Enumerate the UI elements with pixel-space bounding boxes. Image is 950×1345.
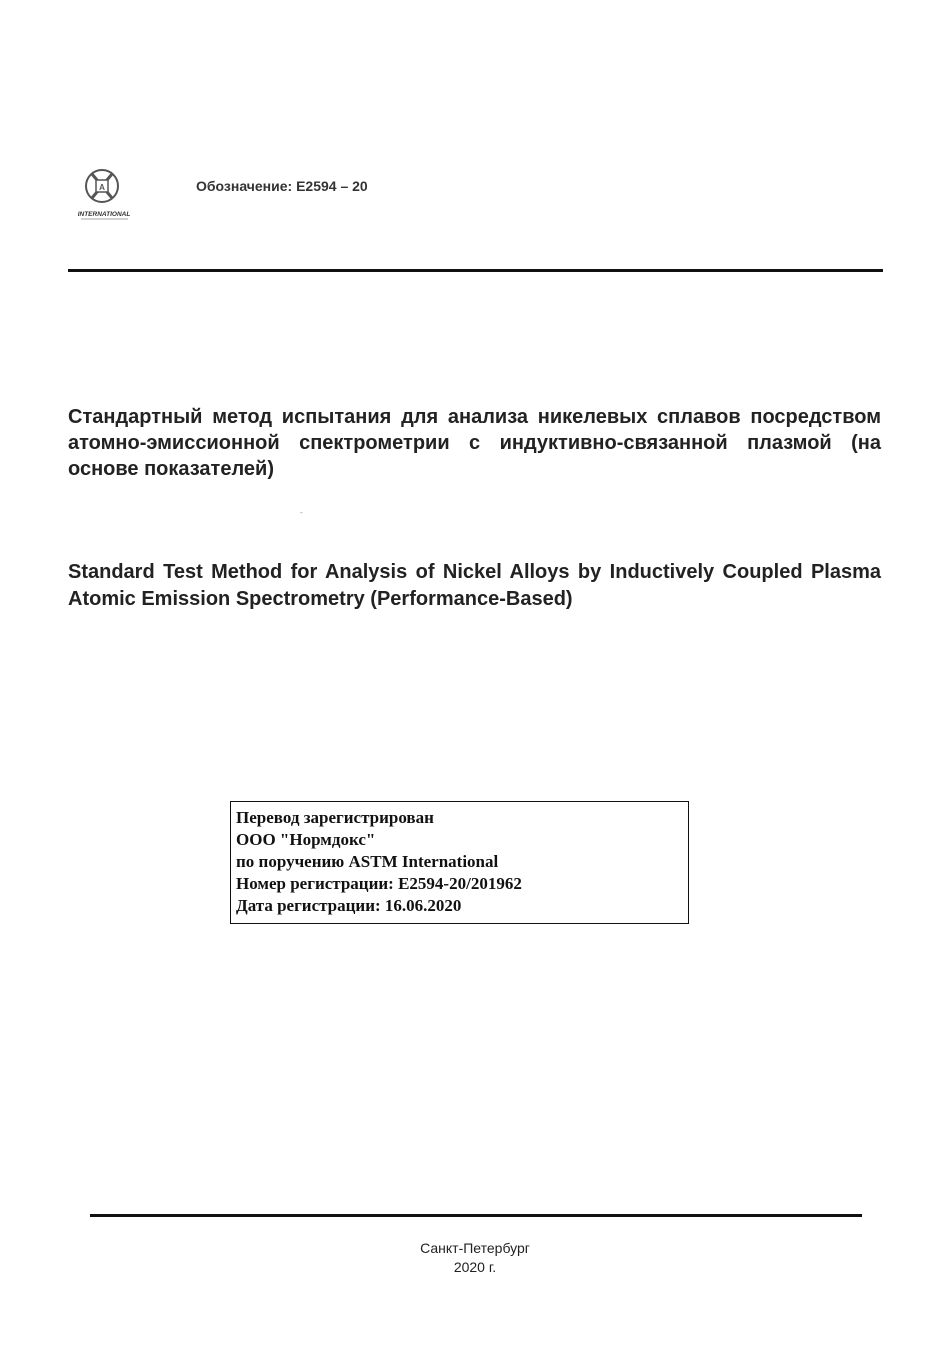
footer-city: Санкт-Петербург [420, 1240, 530, 1256]
svg-text:A: A [99, 183, 105, 192]
astm-logo-icon [78, 166, 132, 222]
registration-number: Номер регистрации: E2594-20/201962 [236, 874, 522, 893]
registration-date: Дата регистрации: 16.06.2020 [236, 896, 462, 915]
bottom-divider [90, 1214, 862, 1217]
tiny-mark: - [300, 508, 303, 517]
designation: Обозначение: E2594 – 20 [196, 178, 368, 194]
title-english: Standard Test Method for Analysis of Nickel Alloys by Inductively Coupled Plasma Atomic Emission Spectrometry (Performance-Based) [68, 561, 881, 610]
registration-line: по поручению ASTM International [236, 852, 499, 871]
footer-year: 2020 г. [453, 1259, 497, 1275]
registration-line: ООО "Нормдокс" [236, 830, 376, 849]
registration-line: Перевод зарегистрирован [236, 808, 434, 827]
title-russian: Стандартный метод испытания для анализа никелевых сплавов посредством атомно-эмиссионной спектрометрии с индуктивно-связанной плазмой (на основе показателей) [68, 406, 881, 480]
registration-box [230, 801, 689, 924]
logo-text: INTERNATIONAL [78, 211, 131, 218]
top-divider [68, 269, 883, 272]
